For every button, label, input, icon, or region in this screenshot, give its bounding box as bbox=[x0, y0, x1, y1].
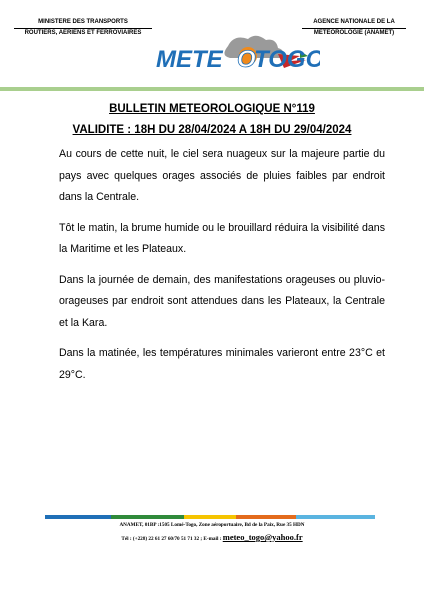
footer-bar-segment bbox=[296, 515, 375, 519]
ministry-line-2: ROUTIERS, AERIENS ET FERROVIAIRES bbox=[14, 28, 152, 38]
footer-bar-segment bbox=[111, 515, 184, 519]
forecast-body bbox=[59, 144, 385, 395]
footer-color-bar bbox=[45, 515, 375, 519]
forecast-paragraph: Dans la matinée, les températures minimales varieront entre 23°C et 29°C. bbox=[59, 347, 385, 381]
forecast-paragraph: Tôt le matin, la brume humide ou le brouillard réduira la visibilité dans la Maritime et les Plateaux. bbox=[59, 221, 385, 255]
footer-email-link[interactable]: meteo_togo@yahoo.fr bbox=[222, 532, 303, 542]
meteo-togo-logo bbox=[150, 30, 320, 80]
forecast-paragraph: Dans la journée de demain, des manifestations orageuses ou pluvio-orageuses par endroit sont attendues dans les Plateaux, la Centrale et la Kara. bbox=[59, 273, 385, 329]
footer-bar-segment bbox=[45, 515, 111, 519]
footer-contact-text: Tél : (+228) 22 61 27 60/70 51 71 32 ; E-mail : bbox=[121, 536, 223, 542]
header-divider bbox=[0, 87, 424, 91]
logo-text-togo: TOGO bbox=[254, 46, 320, 73]
footer-bar-segment bbox=[236, 515, 295, 519]
footer-contact bbox=[0, 532, 424, 542]
agency-line-1: AGENCE NATIONALE DE LA bbox=[313, 19, 395, 25]
ministry-line-1: MINISTERE DES TRANSPORTS bbox=[38, 19, 128, 25]
logo-text-mete: METE bbox=[156, 46, 223, 73]
validity-line: VALIDITE : 18H DU 28/04/2024 A 18H DU 29/04/2024 bbox=[72, 124, 352, 136]
footer-bar-segment bbox=[184, 515, 237, 519]
agency-line-2: METEOROLOGIE (ANAMET) bbox=[302, 28, 406, 38]
logo-text-o: O bbox=[237, 46, 256, 73]
bulletin-title: BULLETIN METEOROLOGIQUE N°119 bbox=[109, 103, 315, 115]
ministry-header bbox=[14, 18, 152, 38]
footer-address: ANAMET, 01BP :1505 Lomé-Togo, Zone aéroportuaire, Bd de la Paix, Rue 35 HDN bbox=[119, 522, 305, 528]
meteo-togo-logo-svg bbox=[150, 30, 320, 80]
forecast-paragraph: Au cours de cette nuit, le ciel sera nuageux sur la majeure partie du pays avec quelques orages associés de pluies faibles par endroit dans la Centrale. bbox=[59, 148, 385, 203]
